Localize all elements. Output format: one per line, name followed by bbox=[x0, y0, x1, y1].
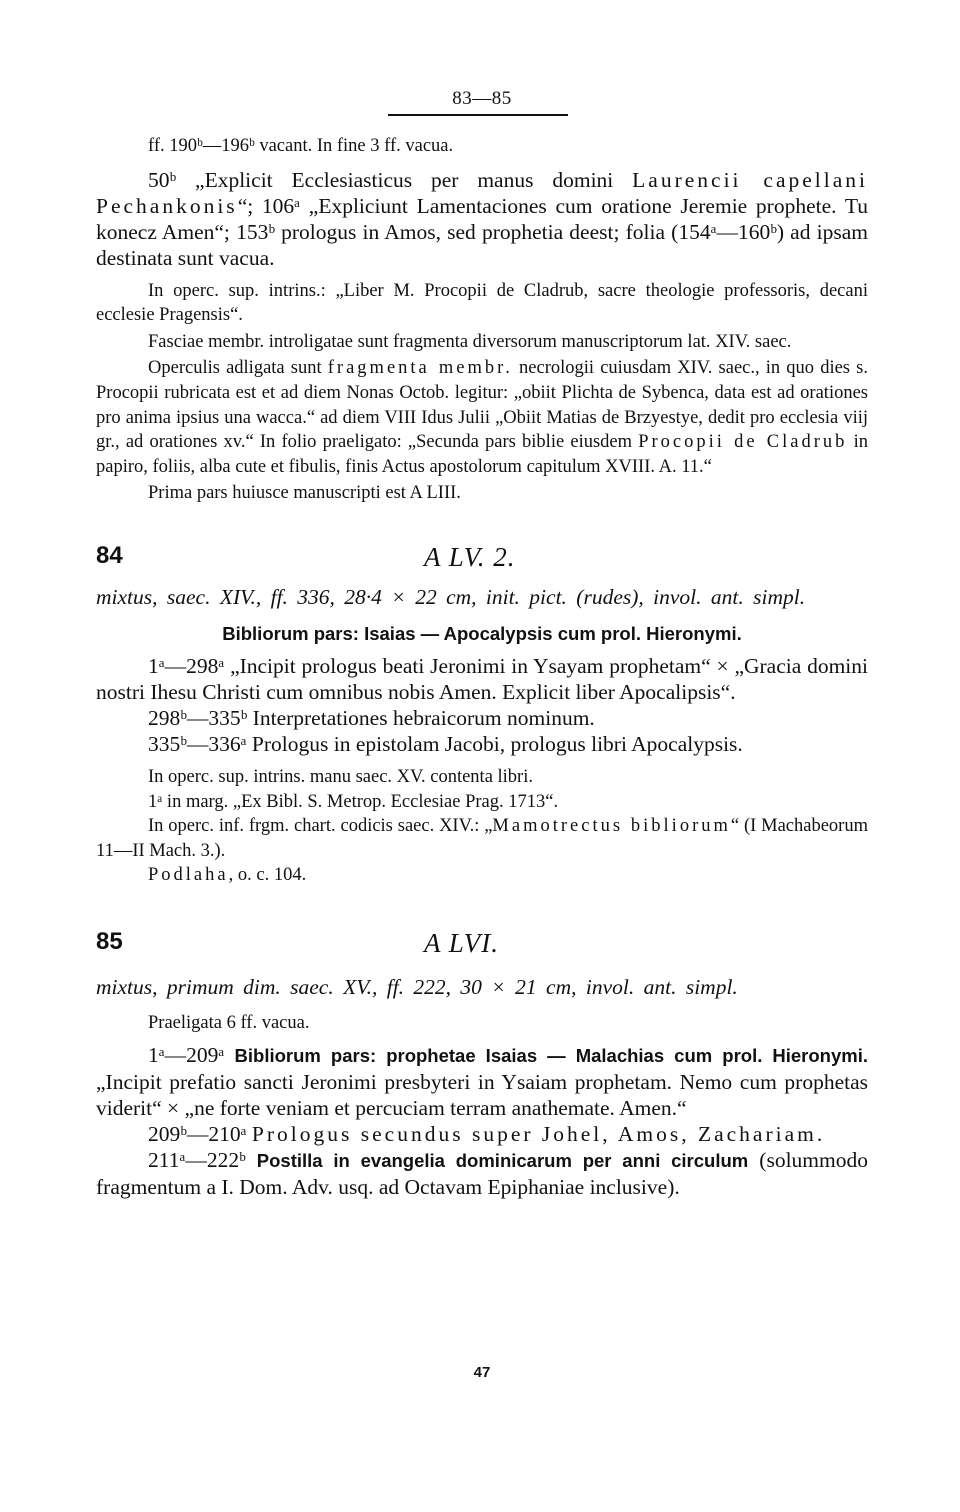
shelfmark: A LVI. bbox=[424, 927, 500, 958]
entry-number: 85 bbox=[96, 927, 123, 955]
paragraph: Fasciae membr. introligatae sunt fragmenta diversorum manuscriptorum lat. XIV. saec. bbox=[148, 331, 792, 352]
bibliography: Podlaha, o. c. 104. bbox=[148, 865, 307, 886]
entry-title: Bibliorum pars: Isaias — Apocalypsis cum prol. Hieronymi. bbox=[222, 622, 742, 644]
paragraph: 50ᵇ „Explicit Ecclesiasticus per manus domini Laurencii capellani Pechankonis“; 106ᵃ „Expliciunt Lamentaciones cum oratione Jeremie prophete. Tu konecz Amen“; 153ᵇ prologus in Amos, sed prophetia deest; folia (154ᵃ—160ᵇ) ad ipsam destinata sunt vacua. bbox=[96, 167, 868, 270]
page-header: 83—85 bbox=[452, 88, 512, 109]
page-number: 47 bbox=[473, 1364, 491, 1381]
entry-heading bbox=[96, 542, 868, 582]
page bbox=[96, 88, 868, 1381]
paragraph: ff. 190ᵇ—196ᵇ vacant. In fine 3 ff. vacua. bbox=[148, 136, 454, 156]
entry-number: 84 bbox=[96, 541, 123, 569]
header-rule bbox=[388, 114, 568, 116]
physical-description: mixtus, saec. XIV., ff. 336, 28·4 × 22 cm, init. pict. (rudes), invol. ant. simpl. bbox=[96, 584, 806, 609]
contents-item: 335ᵇ—336ᵃ Prologus in epistolam Jacobi, prologus libri Apocalypsis. bbox=[148, 731, 743, 756]
note: In operc. inf. frgm. chart. codicis saec. XIV.: „Mamotrectus bibliorum“ (I Machabeorum 11—II Mach. 3.). bbox=[96, 816, 868, 861]
paragraph: In operc. sup. intrins.: „Liber M. Procopii de Cladrub, sacre theologie professoris, decani ecclesie Pragensis“. bbox=[96, 280, 868, 326]
entry-85 bbox=[96, 928, 868, 1200]
paragraph: Operculis adligata sunt fragmenta membr. necrologii cuiusdam XIV. saec., in quo dies s. Procopii rubricata est et ad diem Nonas Octob. legitur: „obiit Plichta de Sybenca, data est ad orationes pro anima ipsius una wacca.“ ad diem VIII Idus Julii „Obiit Matias de Brzyestye, dedit pro ecclesia viij gr., ad orationes xv.“ In folio praeligato: „Secunda pars biblie eiusdem Procopii de Cladrub in papiro, foliis, alba cute et fibulis, finis Actus apostolorum capitulum XVIII. A. 11.“ bbox=[96, 358, 868, 477]
contents-item: 209ᵇ—210ᵃ Prologus secundus super Johel, Amos, Zachariam. bbox=[148, 1121, 826, 1146]
entry-84 bbox=[96, 542, 868, 888]
note: 1ᵃ in marg. „Ex Bibl. S. Metrop. Ecclesiae Prag. 1713“. bbox=[148, 791, 559, 812]
contents-item: 298ᵇ—335ᵇ Interpretationes hebraicorum nominum. bbox=[148, 705, 595, 730]
paragraph: Prima pars huiusce manuscripti est A LIII. bbox=[148, 483, 461, 504]
physical-description: mixtus, primum dim. saec. XV., ff. 222, 30 × 21 cm, invol. ant. simpl. bbox=[96, 974, 738, 999]
entry-heading bbox=[96, 928, 868, 968]
contents-item: 1ᵃ—209ᵃ Bibliorum pars: prophetae Isaias — Malachias cum prol. Hieronymi. „Incipit prefatio sancti Jeronimi presbyteri in Ysaiam prophetam. Nemo cum prophetas viderit“ × „ne forte veniam et percuciam terram anathemate. Amen.“ bbox=[96, 1042, 868, 1120]
note: Praeligata 6 ff. vacua. bbox=[148, 1012, 310, 1033]
entry-83-continuation bbox=[96, 134, 868, 506]
contents-item: 1ᵃ—298ᵃ „Incipit prologus beati Jeronimi in Ysayam prophetam“ × „Gracia domini nostri Ihesu Christi cum omnibus nobis Amen. Explicit liber Apocalipsis“. bbox=[96, 653, 868, 704]
contents-item: 211ᵃ—222ᵇ Postilla in evangelia dominicarum per anni circulum (solummodo fragmentum a I. Dom. Adv. usq. ad Octavam Epiphaniae inclusive). bbox=[96, 1147, 868, 1199]
note: In operc. sup. intrins. manu saec. XV. contenta libri. bbox=[148, 766, 533, 787]
shelfmark: A LV. 2. bbox=[424, 541, 516, 572]
